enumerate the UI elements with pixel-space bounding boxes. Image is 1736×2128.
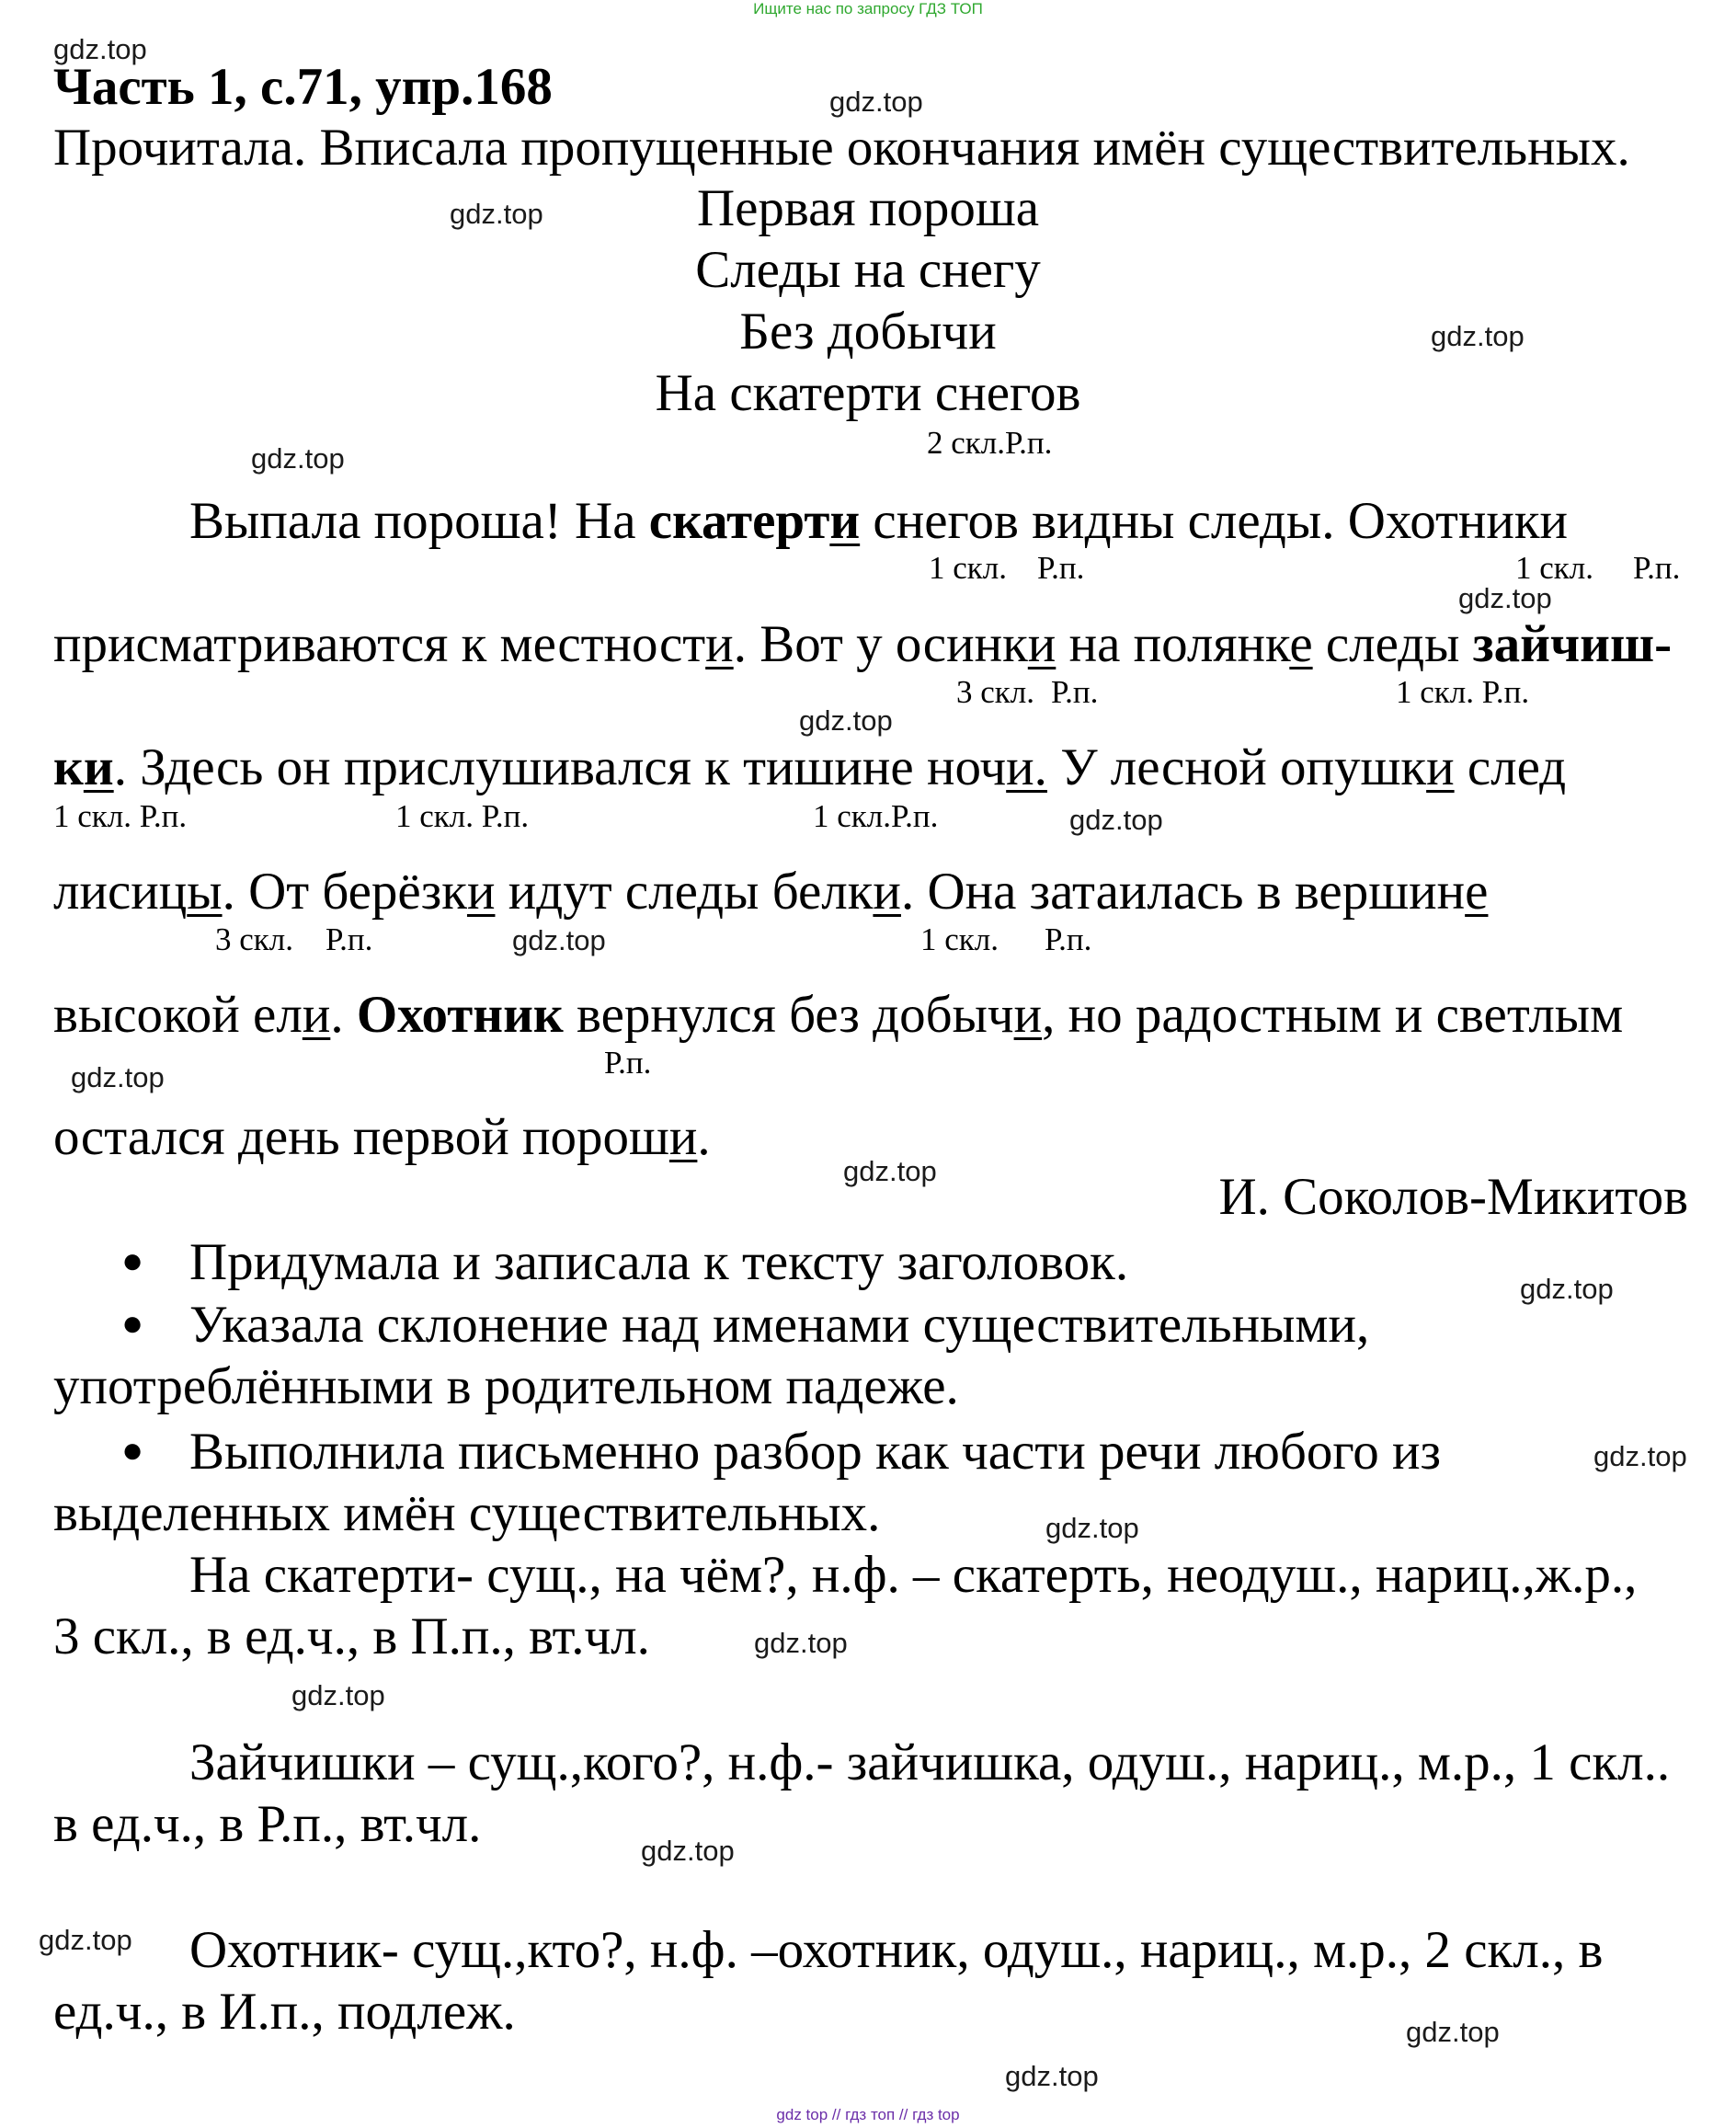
watermark: gdz.top [1406,2016,1500,2048]
grammar-note: 1 скл. [929,550,1008,586]
watermark: gdz.top [1045,1512,1139,1544]
grammar-note: Р.п. [1037,550,1085,586]
bullet-icon: ● [121,1429,144,1470]
grammar-note: 3 скл. [215,921,294,957]
grammar-note: 1 скл. Р.п. [1396,674,1530,710]
task-2: Указала склонение над именами существительными, [189,1296,1370,1354]
watermark: gdz.top [1520,1273,1614,1305]
watermark: gdz.top [1431,320,1525,352]
grammar-note: 1 скл. [920,921,999,957]
analysis-line: в ед.ч., в Р.п., вт.чл. [53,1795,482,1853]
paragraph-line-2: присматриваются к местности. Вот у осинки на полянке следы зайчиш- [53,615,1673,673]
task-1: Придумала и записала к тексту заголовок. [189,1233,1129,1291]
analysis-line: Охотник- сущ.,кто?, н.ф. –охотник, одуш., нариц., м.р., 2 скл., в [189,1921,1604,1979]
grammar-note: Р.п. [1633,550,1681,586]
watermark: gdz.top [754,1627,848,1659]
watermark: gdz.top [799,704,893,737]
analysis-line: На скатерти- сущ., на чём?, н.ф. – скатерть, неодуш., нариц.,ж.р., [189,1546,1638,1604]
paragraph-line-5: высокой ели. Охотник вернулся без добычи, но радостным и светлым [53,986,1624,1044]
author: И. Соколов-Микитов [1218,1168,1688,1226]
grammar-note: Р.п. [604,1045,652,1081]
grammar-note: Р.п. [1045,921,1092,957]
grammar-note: 3 скл. [956,674,1035,710]
analysis-line: ед.ч., в И.п., подлеж. [53,1983,516,2041]
watermark: gdz.top [512,924,606,956]
watermark: gdz.top [53,33,147,65]
watermark: gdz.top [1069,804,1163,836]
paragraph-line-3: ки. Здесь он прислушивался к тишине ночи. У лесной опушки след [53,738,1567,796]
watermark: gdz.top [1005,2060,1099,2092]
watermark: gdz.top [641,1835,735,1867]
watermark: gdz.top [71,1061,165,1093]
grammar-note: 1 скл. [1515,550,1594,586]
title-option-3: Без добычи [739,303,997,360]
paragraph-line-6: остался день первой пороши. [53,1108,711,1166]
intro-text: Прочитала. Вписала пропущенные окончания имён существительных. [53,119,1630,177]
task-3-cont: выделенных имён существительных. [53,1484,881,1542]
watermark: gdz.top [39,1924,132,1956]
analysis-line: Зайчишки – сущ.,кого?, н.ф.- зайчишка, одуш., нариц., м.р., 1 скл.. [189,1733,1671,1791]
task-2-cont: употреблёнными в родительном падеже. [53,1357,959,1415]
grammar-note: 2 скл.Р.п. [927,425,1053,461]
grammar-note: 1 скл. Р.п. [395,798,530,834]
paragraph-line-4: лисицы. От берёзки идут следы белки. Она затаилась в вершине [53,863,1489,921]
watermark: gdz.top [829,86,923,118]
title-option-2: Следы на снегу [695,241,1041,299]
top-banner: Ищите нас по запросу ГДЗ ТОП [753,0,983,17]
watermark: gdz.top [1593,1440,1687,1472]
bottom-banner: gdz top // гдз топ // гдз top [776,2106,960,2123]
paragraph-line-1: Выпала пороша! На скатерти снегов видны следы. Охотники [189,492,1569,550]
grammar-note: 1 скл. Р.п. [53,798,188,834]
page-title: Часть 1, с.71, упр.168 [53,58,553,116]
title-option-4: На скатерти снегов [655,364,1081,422]
grammar-note: Р.п. [1051,674,1099,710]
bullet-icon: ● [121,1240,144,1281]
watermark: gdz.top [450,198,543,230]
watermark: gdz.top [251,442,345,475]
watermark: gdz.top [843,1155,937,1187]
grammar-note: 1 скл.Р.п. [813,798,939,834]
bullet-icon: ● [121,1302,144,1344]
task-3: Выполнила письменно разбор как части речи любого из [189,1423,1442,1481]
watermark: gdz.top [291,1679,385,1711]
grammar-note: Р.п. [326,921,373,957]
analysis-line: 3 скл., в ед.ч., в П.п., вт.чл. [53,1607,650,1665]
watermark: gdz.top [1458,582,1552,614]
title-option-1: Первая пороша [696,179,1040,237]
